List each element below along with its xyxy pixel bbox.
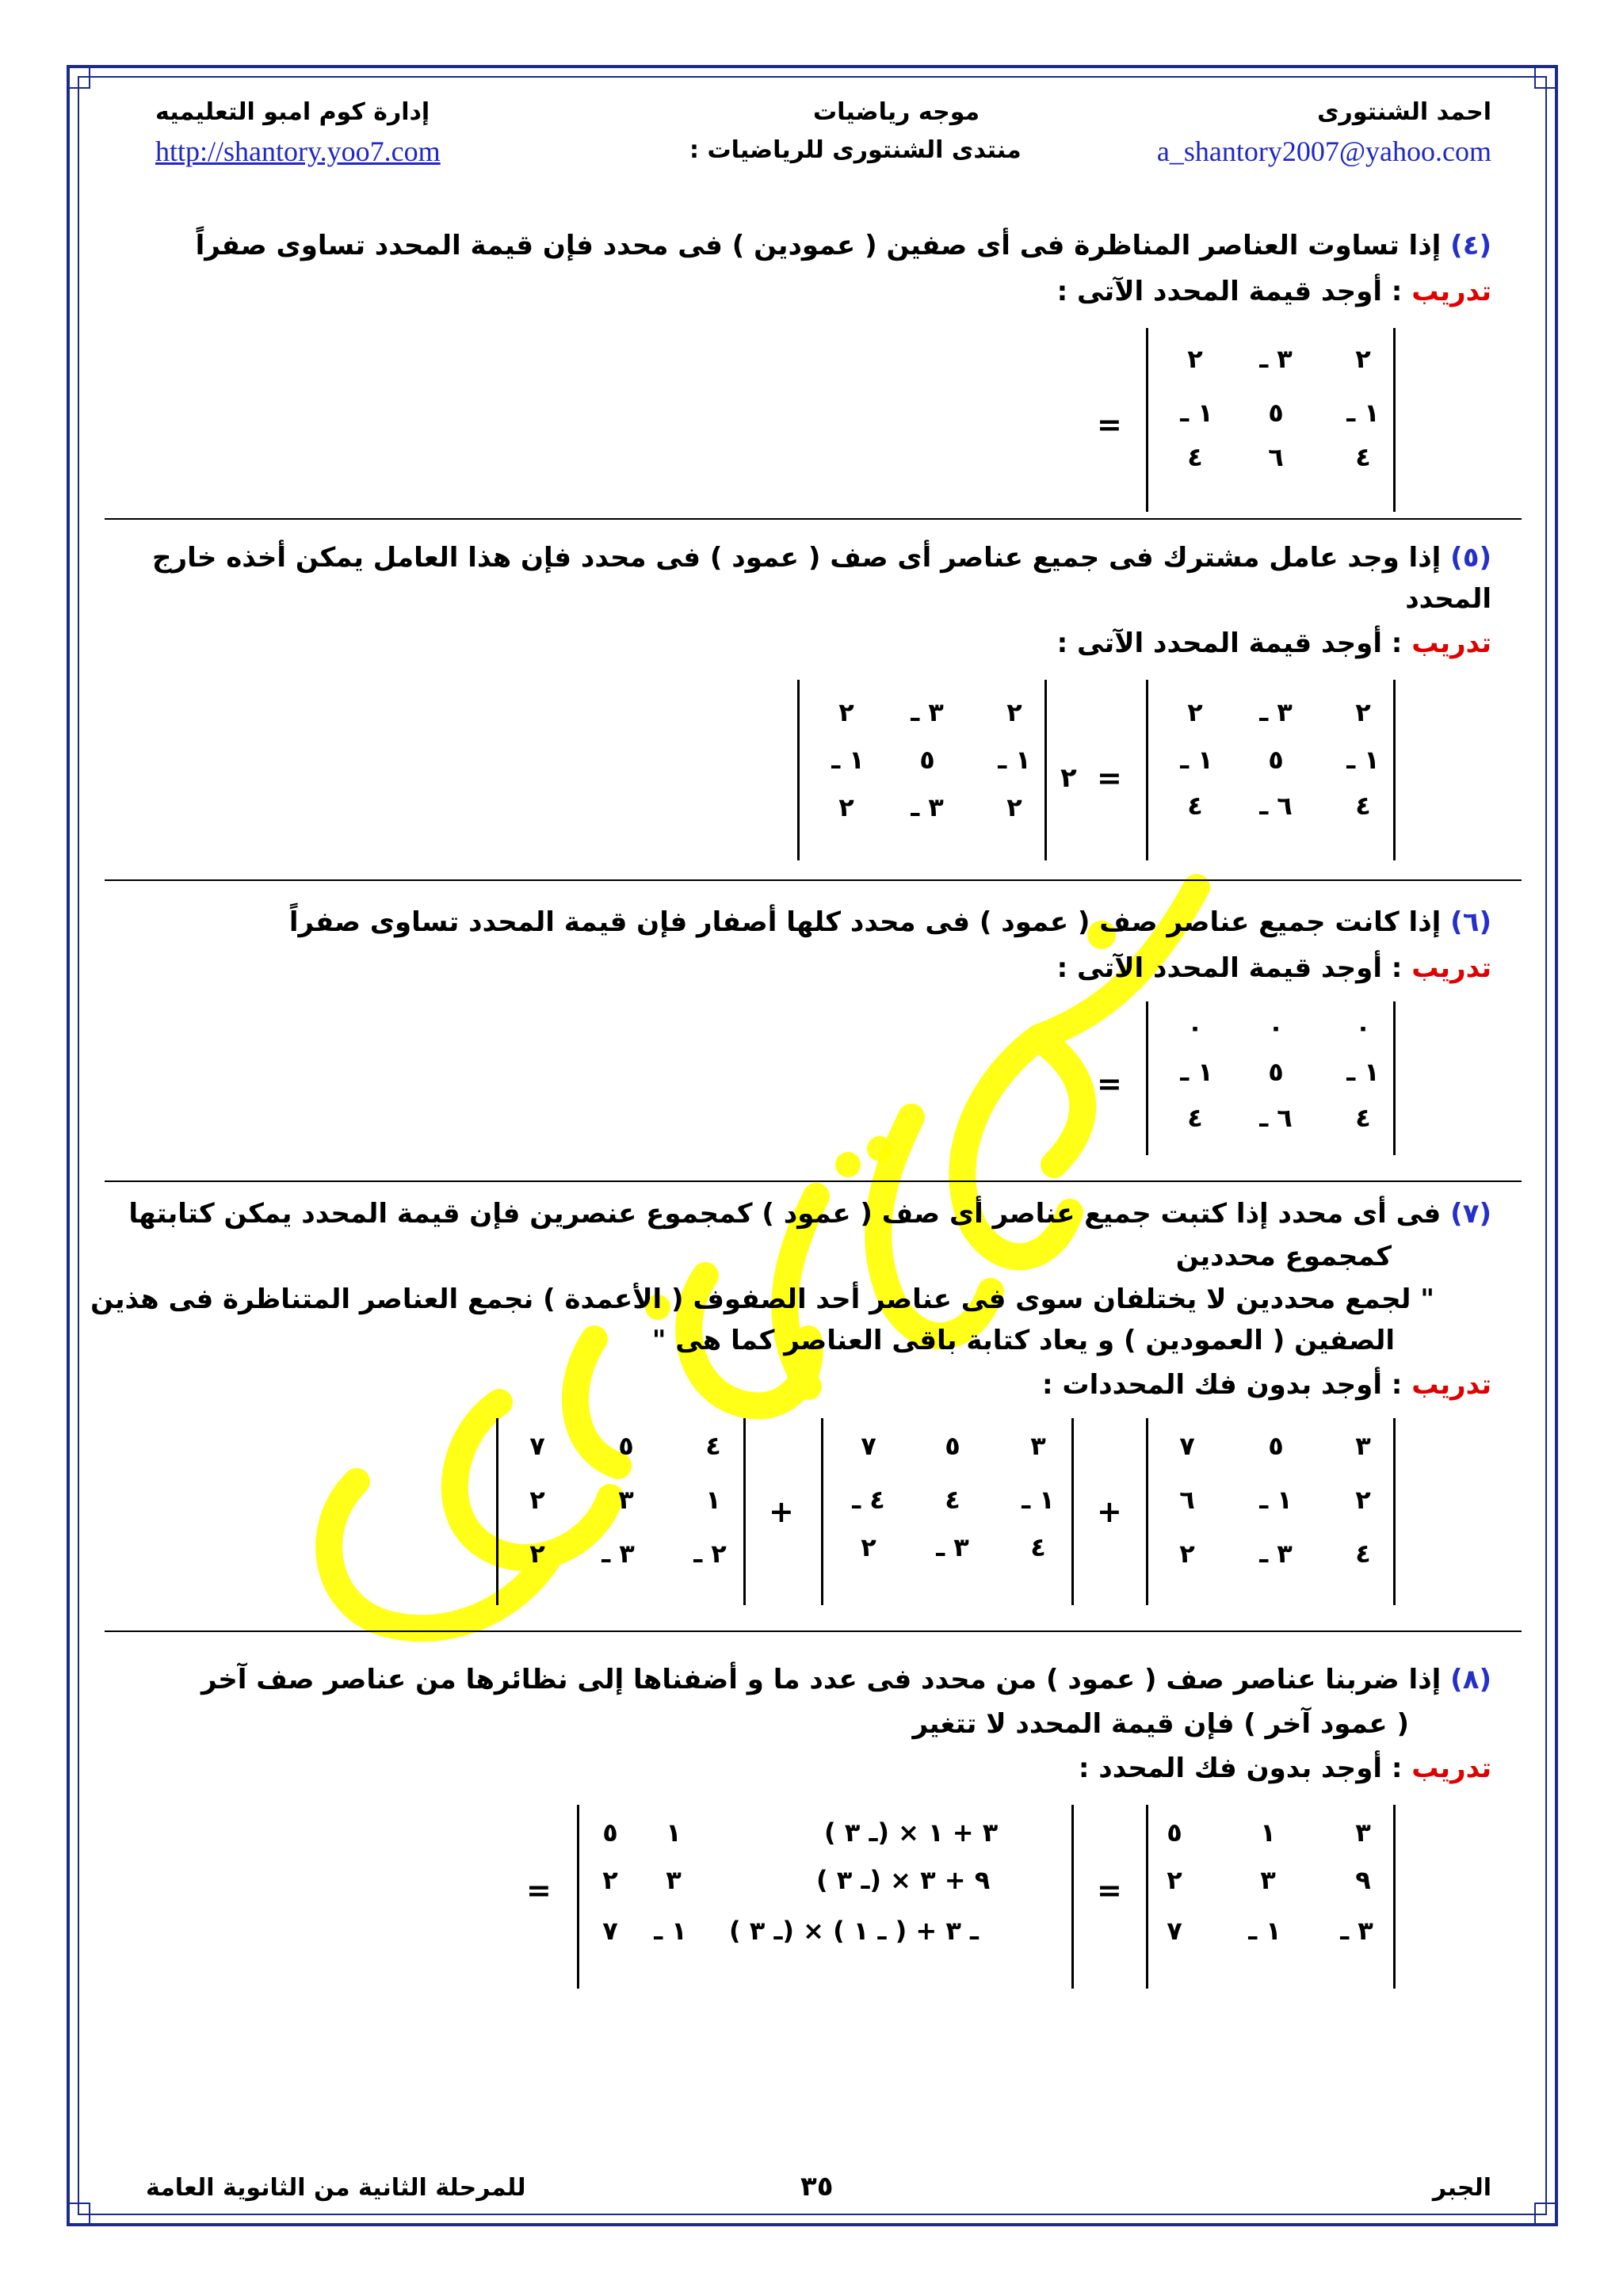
det-cell: ٩ + ٣ × (ـ ٣ )	[816, 1865, 991, 1895]
rule-5	[152, 542, 1491, 574]
forum-name: منتدى الشنتورى للرياضيات :	[689, 136, 1022, 164]
det-cell: ١ ـ	[1346, 1057, 1380, 1087]
det-cell: ٧	[529, 1431, 545, 1461]
det-cell: ٦	[1268, 442, 1284, 472]
det-cell: ١	[705, 1485, 721, 1515]
det-cell: ٣ ـ	[911, 792, 944, 822]
training-7	[1042, 1369, 1491, 1401]
training-text: : أوجد قيمة المحدد الآتى :	[1056, 952, 1412, 984]
det-cell: ٦ ـ	[1259, 1103, 1293, 1133]
det-bar	[1146, 1805, 1148, 1989]
det-cell: ٣	[1355, 1817, 1371, 1848]
rule-6	[289, 906, 1491, 938]
section-divider	[105, 879, 1522, 881]
training-8	[1079, 1753, 1491, 1784]
det-cell: ٤	[1030, 1532, 1046, 1562]
det-cell: ٠	[1268, 1013, 1284, 1043]
det-cell: ـ ٣ + ( ـ ١ ) × (ـ ٣ )	[729, 1916, 979, 1946]
det-cell: ٣	[666, 1865, 682, 1895]
det-cell: ٢	[861, 1532, 876, 1562]
det-bar	[797, 680, 800, 860]
det-cell: ١ ـ	[1259, 1485, 1293, 1515]
det-cell: ٣	[1030, 1431, 1046, 1461]
det-cell: ٥	[945, 1431, 960, 1461]
author-name: احمد الشنتورى	[1317, 98, 1491, 126]
det-bar	[1393, 1805, 1396, 1989]
training-6	[1057, 952, 1491, 984]
det-cell: ١ ـ	[998, 745, 1031, 775]
det-cell: ٧	[1167, 1916, 1182, 1946]
det-cell: ٤	[1355, 1539, 1371, 1569]
training-text: : أوجد بدون فك المحدد :	[1078, 1753, 1412, 1784]
rule-number: (٧)	[1450, 1198, 1491, 1230]
method-note-line2: الصفين ( العمودين ) و يعاد كتابة باقى العناصر كما هى "	[651, 1325, 1395, 1356]
det-cell: ١ ـ	[1180, 398, 1213, 428]
det-cell: ٣ ـ	[1340, 1916, 1373, 1946]
det-cell: ٣ + ١ × (ـ ٣ )	[824, 1817, 999, 1848]
det-bar	[1146, 680, 1148, 860]
det-cell: ٥	[618, 1431, 634, 1461]
training-label: تدريب	[1411, 627, 1491, 659]
det-cell: ٢ ـ	[693, 1539, 727, 1569]
det-cell: ٤	[1187, 791, 1203, 821]
training-label: تدريب	[1411, 1753, 1491, 1784]
det-cell: ١ ـ	[1248, 1916, 1281, 1946]
det-cell: ٤	[1355, 442, 1371, 472]
det-cell: ٥	[1268, 745, 1284, 775]
det-cell: ٢	[602, 1865, 618, 1895]
training-label: تدريب	[1411, 952, 1491, 984]
rule-8-continued: ( عمود آخر ) فإن قيمة المحدد لا تتغير	[912, 1708, 1409, 1740]
det-cell: ٣ ـ	[911, 697, 944, 727]
training-label: تدريب	[1411, 276, 1491, 307]
training-4	[1057, 276, 1491, 307]
det-cell: ٢	[838, 697, 854, 727]
det-cell: ١ ـ	[1346, 398, 1380, 428]
det-cell: ٥	[1268, 1057, 1284, 1087]
rule-4	[196, 230, 1491, 261]
det-cell: ٣	[1260, 1865, 1276, 1895]
det-cell: ٢	[1006, 792, 1022, 822]
rule-number: (٤)	[1450, 230, 1491, 261]
rule-text: إذا وجد عامل مشترك فى جميع عناصر أى صف ( عمود ) فى محدد فإن هذا العامل يمكن أخذه خارج	[152, 542, 1451, 574]
section-divider	[105, 518, 1522, 520]
forum-link[interactable]: http://shantory.yoo7.com	[155, 135, 441, 167]
det-bar	[1393, 1418, 1396, 1605]
plus-sign: +	[1097, 1494, 1122, 1529]
training-label: تدريب	[1411, 1369, 1491, 1401]
rule-7	[128, 1198, 1491, 1230]
det-bar	[577, 1805, 579, 1989]
det-cell: ١	[1260, 1817, 1276, 1848]
rule-7-continued: كمجموع محددين	[1175, 1241, 1392, 1272]
page-number: ٣٥	[800, 2171, 834, 2203]
author-email[interactable]: a_shantory2007@yahoo.com	[1156, 135, 1491, 167]
det-bar	[1071, 1805, 1074, 1989]
border-corner	[1534, 65, 1558, 89]
rule-number: (٦)	[1450, 906, 1491, 938]
equals-sign: =	[1097, 1873, 1122, 1908]
det-cell: ١	[666, 1817, 682, 1848]
det-cell: ٧	[1179, 1431, 1195, 1461]
det-cell: ٥	[1167, 1817, 1182, 1848]
det-cell: ٢	[529, 1485, 545, 1515]
det-cell: ٢	[1355, 1485, 1371, 1515]
rule-text: إذا ضربنا عناصر صف ( عمود ) من محدد فى عدد ما و أضفناها إلى نظائرها من عناصر صف آخر	[201, 1664, 1451, 1695]
det-cell: ٣	[1355, 1431, 1371, 1461]
training-text: : أوجد قيمة المحدد الآتى :	[1056, 276, 1412, 307]
det-cell: ٤	[945, 1485, 960, 1515]
det-cell: ٤	[705, 1431, 721, 1461]
det-cell: ٧	[861, 1431, 876, 1461]
det-bar	[1071, 1418, 1074, 1605]
method-note-line1: " لجمع محددين لا يختلفان سوى فى عناصر أحد الصفوف ( الأعمدة ) نجمع العناصر المتناظرة فى هذين	[90, 1283, 1434, 1315]
det-cell: ٥	[602, 1817, 618, 1848]
det-bar	[1146, 328, 1148, 512]
section-divider	[105, 1180, 1522, 1182]
det-cell: ٤	[1187, 442, 1203, 472]
det-bar	[821, 1418, 823, 1605]
det-cell: ٠	[1187, 1013, 1203, 1043]
det-cell: ١ ـ	[1022, 1485, 1055, 1515]
border-corner	[67, 65, 90, 89]
border-corner	[1534, 2203, 1558, 2226]
equals-sign: =	[526, 1873, 552, 1908]
training-text: : أوجد قيمة المحدد الآتى :	[1056, 627, 1412, 659]
det-cell: ٢	[1187, 697, 1203, 727]
administration-name: إدارة كوم امبو التعليميه	[155, 98, 430, 126]
det-cell: ٢	[1006, 697, 1022, 727]
border-corner	[67, 2203, 90, 2226]
det-cell: ٢	[1355, 697, 1371, 727]
det-cell: ١ ـ	[831, 745, 865, 775]
det-cell: ٤ ـ	[852, 1485, 885, 1515]
det-cell: ٣ ـ	[1259, 697, 1293, 727]
equals-sign: =	[1097, 761, 1122, 795]
det-cell: ٥	[1268, 398, 1284, 428]
det-cell: ٣ ـ	[601, 1539, 635, 1569]
det-cell: ٢	[1167, 1865, 1182, 1895]
det-cell: ٤	[1187, 1103, 1203, 1133]
det-cell: ٤	[1355, 1103, 1371, 1133]
det-cell: ٠	[1355, 1013, 1371, 1043]
det-bar	[1146, 1418, 1148, 1605]
det-cell: ٧	[602, 1916, 618, 1946]
det-cell: ٢	[1355, 344, 1371, 374]
rule-8	[201, 1664, 1491, 1695]
det-cell: ١ ـ	[1180, 745, 1213, 775]
det-cell: ٢	[838, 792, 854, 822]
rule-number: (٥)	[1450, 542, 1491, 574]
rule-text: إذا تساوت العناصر المناظرة فى أى صفين ( عمودين ) فى محدد فإن قيمة المحدد تساوى صفراً	[195, 230, 1451, 261]
det-cell: ٢	[1187, 344, 1203, 374]
footer-subject: الجبر	[1432, 2174, 1491, 2202]
author-title: موجه رياضيات	[813, 98, 980, 126]
det-bar	[496, 1418, 498, 1605]
det-cell: ٣ ـ	[936, 1532, 969, 1562]
det-cell: ١ ـ	[1180, 1057, 1213, 1087]
det-cell: ٣	[618, 1485, 634, 1515]
det-cell: ٥	[1268, 1431, 1284, 1461]
footer-grade: للمرحلة الثانية من الثانوية العامة	[146, 2174, 526, 2202]
det-cell: ٩	[1355, 1865, 1371, 1895]
det-cell: ٣ ـ	[1259, 344, 1293, 374]
plus-sign: +	[769, 1494, 794, 1529]
common-factor: ٢	[1060, 762, 1077, 794]
det-cell: ٣ ـ	[1259, 1539, 1293, 1569]
det-cell: ٢	[1179, 1539, 1195, 1569]
equals-sign: =	[1097, 1066, 1122, 1101]
det-cell: ٤	[1355, 791, 1371, 821]
det-cell: ٢	[529, 1539, 545, 1569]
det-cell: ٦	[1179, 1485, 1195, 1515]
det-cell: ٥	[919, 745, 935, 775]
equals-sign: =	[1097, 407, 1122, 442]
det-cell: ١ ـ	[654, 1916, 687, 1946]
training-text: : أوجد بدون فك المحددات :	[1041, 1369, 1412, 1401]
det-cell: ١ ـ	[1346, 745, 1380, 775]
rule-text: فى أى محدد إذا كتبت جميع عناصر أى صف ( عمود ) كمجموع عنصرين فإن قيمة المحدد يمكن كتابتها	[128, 1198, 1451, 1230]
rule-number: (٨)	[1450, 1664, 1491, 1695]
det-bar	[743, 1418, 746, 1605]
det-cell: ٦ ـ	[1259, 791, 1293, 821]
section-divider	[105, 1630, 1522, 1632]
rule-5-continued: المحدد	[1405, 583, 1491, 615]
rule-text: إذا كانت جميع عناصر صف ( عمود ) فى محدد كلها أصفار فإن قيمة المحدد تساوى صفراً	[288, 906, 1451, 938]
det-bar	[1146, 1001, 1148, 1155]
training-5	[1057, 627, 1491, 659]
